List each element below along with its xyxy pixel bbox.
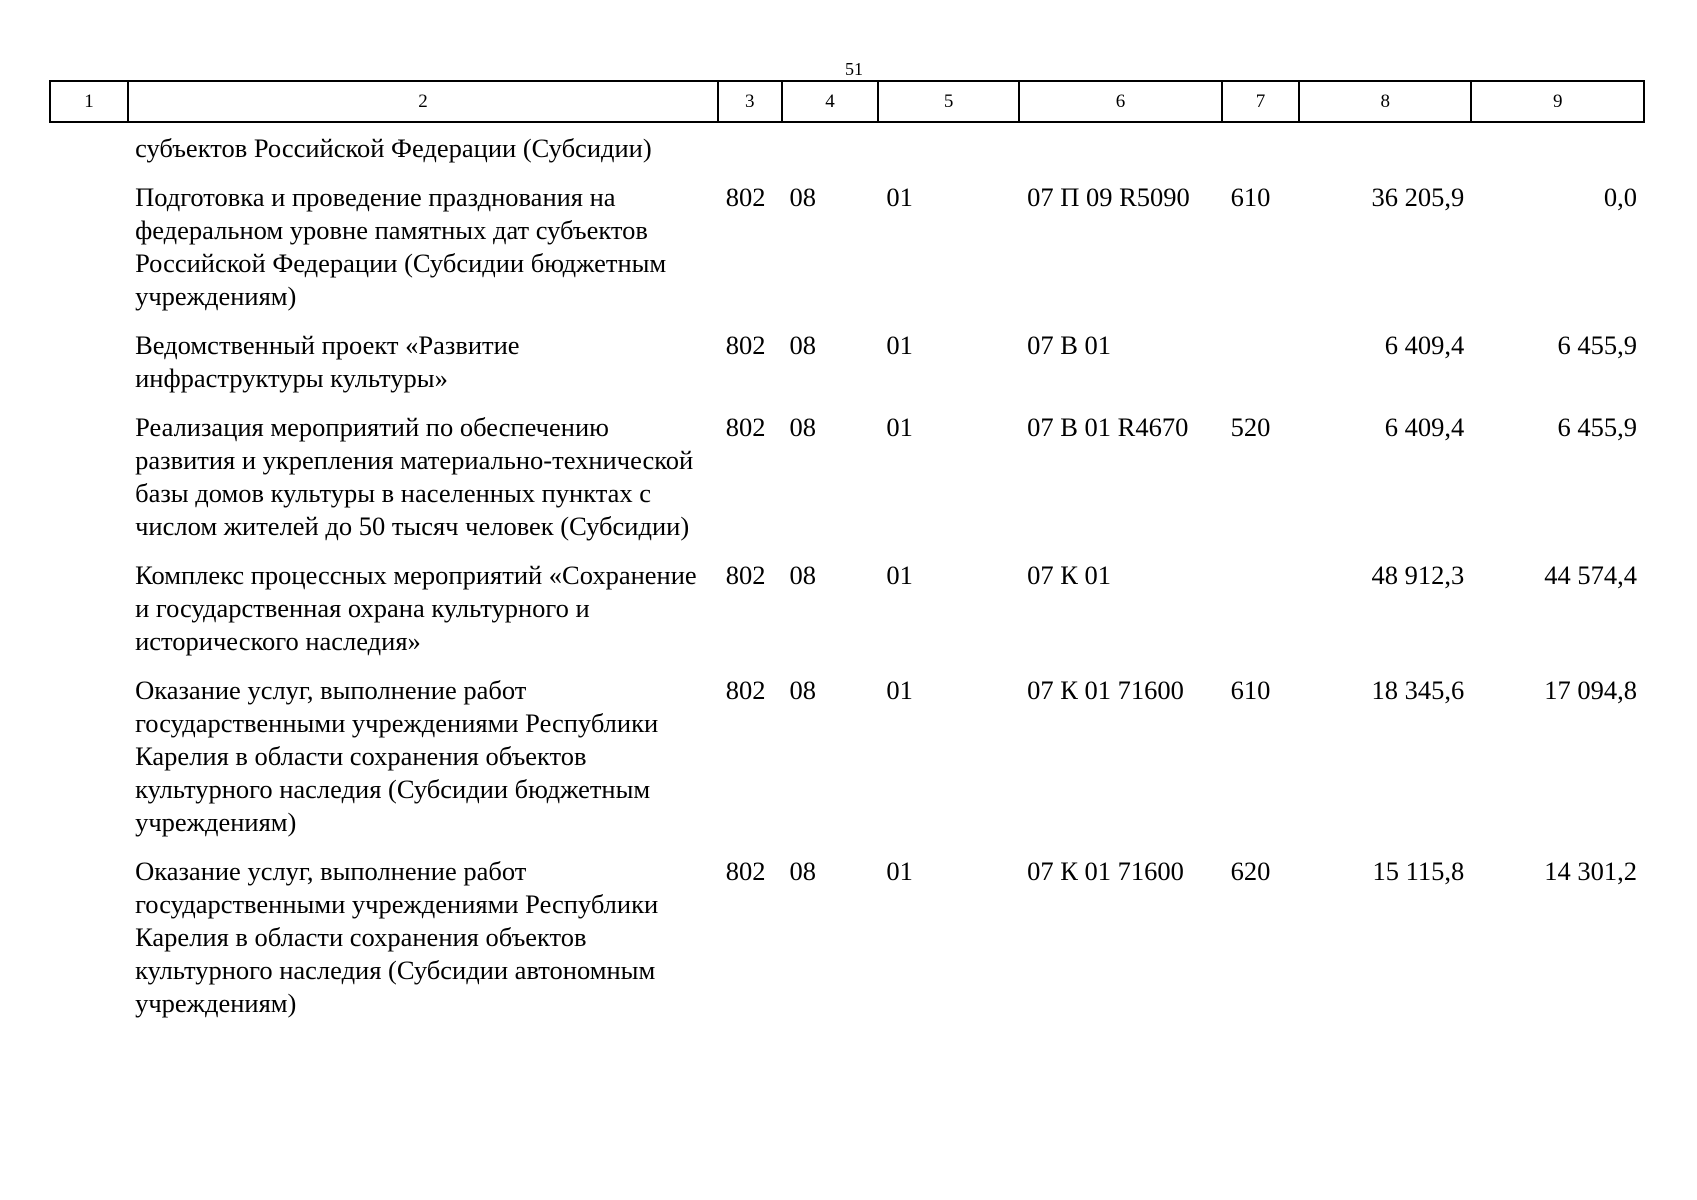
row-target-article [1019, 132, 1222, 181]
row-subsection: 01 [886, 330, 913, 360]
row-expense-type [1223, 559, 1300, 674]
row-name: субъектов Российской Федерации (Субсидии) [135, 133, 652, 163]
header-col-8: 8 [1299, 81, 1471, 122]
row-amount-col8: 6 409,4 [1384, 412, 1465, 442]
row-target-article: 07 К 01 71600 [1027, 856, 1184, 886]
row-spacer [49, 559, 127, 674]
row-target-article: 07 К 01 71600 [1027, 675, 1184, 705]
table-row [49, 674, 1645, 855]
row-expense-type: 610 [1230, 182, 1271, 212]
row-subsection: 01 [886, 182, 913, 212]
row-amount-col8: 15 115,8 [1372, 856, 1465, 886]
row-ministry-code: 802 [725, 412, 766, 442]
row-amount-col9: 14 301,2 [1544, 856, 1637, 886]
row-ministry-code: 802 [725, 182, 766, 212]
row-section [782, 132, 879, 181]
table-row [49, 329, 1645, 411]
header-col-2: 2 [128, 81, 718, 122]
row-amount-col9: 0,0 [1603, 182, 1637, 212]
row-spacer [49, 411, 127, 559]
row-spacer [49, 674, 127, 855]
row-expense-type: 620 [1230, 856, 1271, 886]
row-amount-col8: 18 345,6 [1371, 675, 1465, 705]
row-name: Комплекс процессных мероприятий «Сохранение и государственная охрана культурного и исторического наследия» [135, 560, 697, 656]
budget-table [49, 132, 1645, 1036]
row-expense-type [1223, 329, 1300, 411]
row-subsection: 01 [886, 856, 913, 886]
row-target-article: 07 К 01 [1027, 560, 1112, 590]
row-name: Оказание услуг, выполнение работ государственными учреждениями Республики Карелия в области сохранения объектов культурного наследия (Субсидии автономным учреждениям) [135, 856, 659, 1018]
header-row [50, 81, 1644, 122]
table-row [49, 855, 1645, 1036]
row-amount-col8: 36 205,9 [1371, 182, 1465, 212]
table-row [49, 181, 1645, 329]
row-amount-col9: 44 574,4 [1544, 560, 1637, 590]
row-name: Реализация мероприятий по обеспечению развития и укрепления материально-технической базы домов культуры в населенных пунктах с числом жителей до 50 тысяч человек (Субсидии) [135, 412, 694, 541]
row-expense-type [1223, 132, 1300, 181]
table-row [49, 132, 1645, 181]
row-amount-col8: 48 912,3 [1371, 560, 1465, 590]
row-name: Ведомственный проект «Развитие инфраструктуры культуры» [135, 330, 520, 393]
row-section: 08 [789, 560, 817, 590]
row-amount-col9: 6 455,9 [1557, 330, 1637, 360]
row-amount-col8 [1300, 132, 1473, 181]
row-ministry-code: 802 [725, 856, 766, 886]
header-col-1: 1 [50, 81, 128, 122]
row-expense-type: 520 [1230, 412, 1271, 442]
row-name: Подготовка и проведение празднования на федеральном уровне памятных дат субъектов Российской Федерации (Субсидии бюджетным учреждениям) [135, 182, 667, 311]
row-spacer [49, 855, 127, 1036]
row-expense-type: 610 [1230, 675, 1271, 705]
row-section: 08 [789, 412, 817, 442]
header-col-4: 4 [782, 81, 879, 122]
row-subsection: 01 [886, 560, 913, 590]
row-ministry-code: 802 [725, 560, 766, 590]
header-col-3: 3 [718, 81, 782, 122]
row-amount-col9 [1472, 132, 1645, 181]
header-col-5: 5 [878, 81, 1019, 122]
header-col-7: 7 [1222, 81, 1299, 122]
row-section: 08 [789, 182, 817, 212]
table-row [49, 411, 1645, 559]
row-section: 08 [789, 675, 817, 705]
row-ministry-code [718, 132, 782, 181]
row-spacer [49, 329, 127, 411]
row-spacer [49, 181, 127, 329]
table-row [49, 559, 1645, 674]
row-subsection [878, 132, 1019, 181]
row-ministry-code: 802 [725, 675, 766, 705]
row-target-article: 07 В 01 R4670 [1027, 412, 1189, 442]
row-amount-col9: 17 094,8 [1544, 675, 1637, 705]
page-number: 51 [845, 59, 863, 79]
header-col-6: 6 [1019, 81, 1222, 122]
row-subsection: 01 [886, 675, 913, 705]
row-subsection: 01 [886, 412, 913, 442]
row-section: 08 [789, 856, 817, 886]
row-target-article: 07 В 01 [1027, 330, 1112, 360]
row-name: Оказание услуг, выполнение работ государственными учреждениями Республики Карелия в области сохранения объектов культурного наследия (Субсидии бюджетным учреждениям) [135, 675, 659, 837]
row-section: 08 [789, 330, 817, 360]
column-number-header [49, 80, 1645, 123]
row-ministry-code: 802 [725, 330, 766, 360]
row-amount-col8: 6 409,4 [1384, 330, 1465, 360]
row-spacer [49, 132, 127, 181]
header-col-9: 9 [1471, 81, 1644, 122]
row-amount-col9: 6 455,9 [1557, 412, 1637, 442]
row-target-article: 07 П 09 R5090 [1027, 182, 1190, 212]
